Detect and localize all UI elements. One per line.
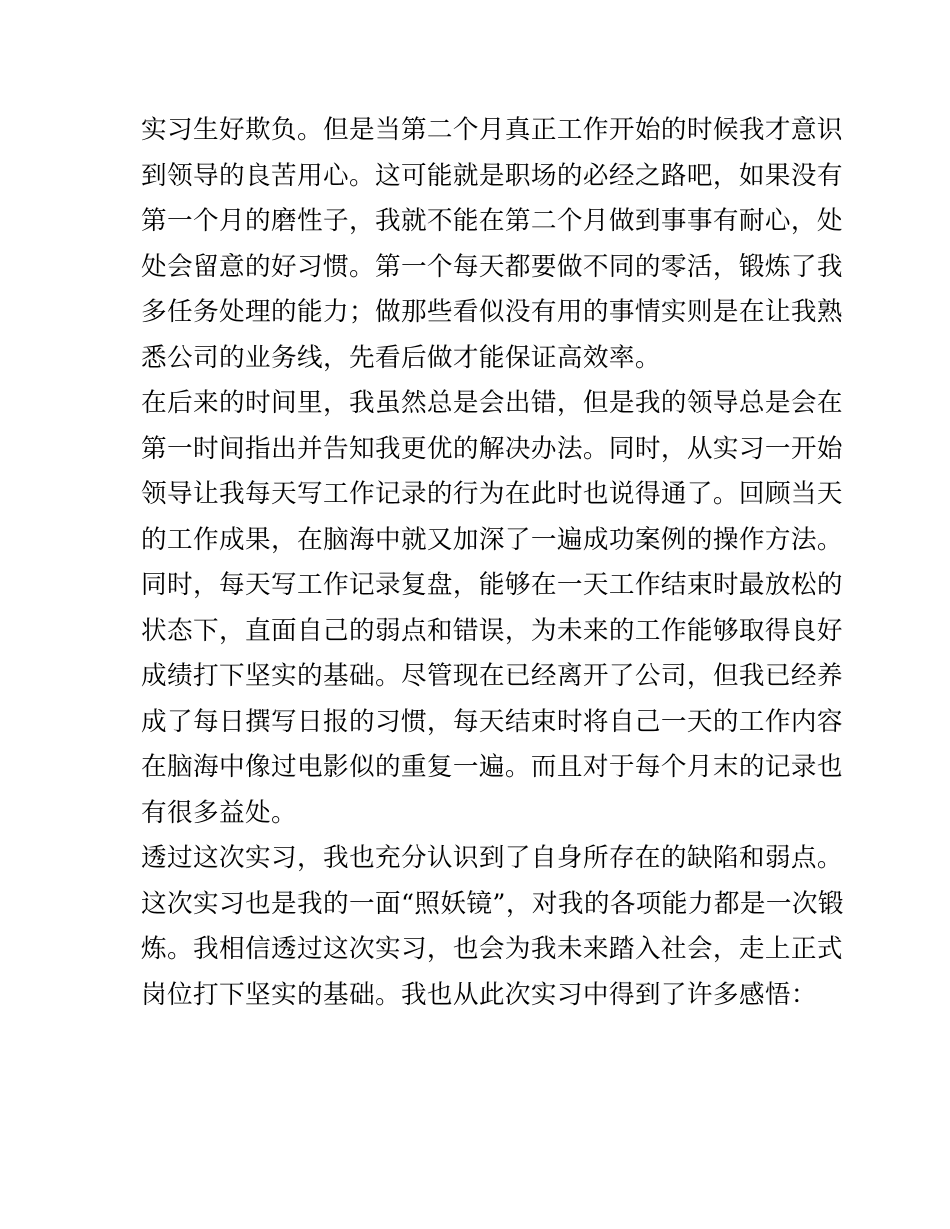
text-line: 第一时间指出并告知我更优的解决办法。同时，从实习一开始 <box>141 433 843 464</box>
text-line: 这次实习也是我的一面“照妖镜”，对我的各项能力都是一次锻 <box>141 888 844 919</box>
text-line: 状态下，直面自己的弱点和错误，为未来的工作能够取得良好 <box>141 615 843 646</box>
text-line: 成绩打下坚实的基础。尽管现在已经离开了公司，但我已经养 <box>141 661 843 691</box>
text-line: 实习生好欺负。但是当第二个月真正工作开始的时候我才意识 <box>141 115 843 145</box>
text-line: 在脑海中像过电影似的重复一遍。而且对于每个月末的记录也 <box>141 752 843 782</box>
text-line: 的工作成果，在脑海中就又加深了一遍成功案例的操作方法。 <box>141 524 843 555</box>
text-line: 第一个月的磨性子，我就不能在第二个月做到事事有耐心，处 <box>141 206 843 236</box>
text-line: 同时，每天写工作记录复盘，能够在一天工作结束时最放松的 <box>141 570 843 600</box>
text-line: 在后来的时间里，我虽然总是会出错，但是我的领导总是会在 <box>141 388 843 418</box>
text-line: 到领导的良苦用心。这可能就是职场的必经之路吧，如果没有 <box>141 160 843 191</box>
text-line: 悉公司的业务线，先看后做才能保证高效率。 <box>141 342 661 373</box>
text-line: 成了每日撰写日报的习惯，每天结束时将自己一天的工作内容 <box>141 706 843 737</box>
text-line: 有很多益处。 <box>141 797 297 828</box>
text-line: 多任务处理的能力；做那些看似没有用的事情实则是在让我熟 <box>141 297 843 327</box>
text-line: 处会留意的好习惯。第一个每天都要做不同的零活，锻炼了我 <box>141 251 843 282</box>
text-line: 岗位打下坚实的基础。我也从此次实习中得到了许多感悟： <box>141 979 817 1010</box>
text-line: 透过这次实习，我也充分认识到了自身所存在的缺陷和弱点。 <box>141 843 843 873</box>
body-text <box>141 108 844 1018</box>
text-line: 领导让我每天写工作记录的行为在此时也说得通了。回顾当天 <box>141 479 843 509</box>
text-line: 炼。我相信透过这次实习，也会为我未来踏入社会，走上正式 <box>141 934 843 964</box>
